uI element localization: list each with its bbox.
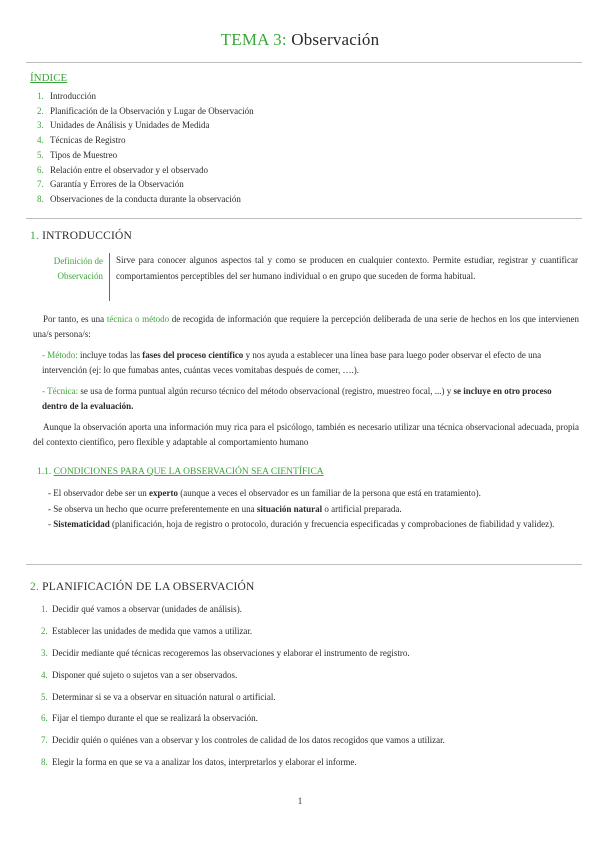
index-item [37,118,254,133]
list-text: Fijar el tiempo durante el que se realizará la observación. [52,713,258,724]
index-item [37,177,254,192]
list-text: Garantía y Errores de la Observación [50,179,184,190]
bullet-dash: - [42,350,45,360]
section-number: 1. [30,230,40,242]
index-item [37,104,254,119]
planning-item [41,668,445,690]
definition-label [36,254,103,284]
subsection-heading-condiciones [37,467,324,477]
list-number: 1. [37,91,44,101]
list-item: - Sistematicidad (planificación, hoja de registro o protocolo, duración y frecuencia especificadas y comprobaciones de fiabilidad y validez). [48,519,555,529]
text-run: o artificial preparada. [322,503,402,514]
section-title: PLANIFICACIÓN DE LA OBSERVACIÓN [42,581,255,593]
definition-bar [109,253,110,301]
text-run: incluye todas las [77,350,143,360]
list-number: 2. [41,625,48,636]
text-run: El observador debe ser un [53,488,149,498]
definition-label-line: Definición de [53,256,103,266]
list-number: 2. [37,105,44,116]
index-item [37,133,254,148]
list-text: Decidir quién o quiénes van a observar y los controles de calidad de los datos recogidos que vamos a utilizar. [52,735,445,746]
list-number: 7. [41,735,48,746]
text-highlight: técnica o método [106,314,170,324]
text-bold: situación natural [256,503,323,514]
text-run: Se observa un hecho que ocurre preferentemente en una [53,503,257,514]
planning-item [41,646,445,668]
page-number: 1 [297,796,303,806]
list-text: Determinar si se va a observar en situación natural o artificial. [52,691,276,702]
tema-label: TEMA 3: [220,30,287,49]
text-run: Por tanto, es una [43,314,107,324]
list-number: 3. [37,120,44,131]
section-heading-planificacion [30,581,255,593]
list-text: Planificación de la Observación y Lugar de Observación [50,105,254,116]
section-heading-introduccion [30,230,132,242]
list-number: 6. [41,713,48,724]
definition-text: Sirve para conocer algunos aspectos tal y como se producen en cualquier contexto. Permite estudiar, registrar y cuantificar comportamientos perceptibles del ser humano individual o en grupo que suceden de forma habitual. [116,255,578,281]
text-bold: fases del proceso científico [142,350,244,360]
text-run: (planificación, hoja de registro o protocolo, duración y frecuencia especificadas y comprobaciones de fiabilidad y validez). [109,519,555,529]
planning-item [41,711,445,733]
divider [26,62,582,63]
list-text: Observaciones de la conducta durante la observación [50,193,241,204]
list-item: - El observador debe ser un experto (aunque a veces el observador es un familiar de la persona que está en tratamiento). [48,488,481,498]
definition-label-line: Observación [57,271,103,281]
list-number: 8. [41,757,48,768]
text-bold: Sistematicidad [53,519,110,529]
list-text: Establecer las unidades de medida que vamos a utilizar. [52,625,253,636]
list-text: Tipos de Muestreo [50,149,118,160]
planning-item [41,624,445,646]
text-bold: experto [148,488,178,498]
list-item: - Se observa un hecho que ocurre preferentemente en una situación natural o artificial preparada. [48,503,402,514]
bullet-tecnica [42,384,579,414]
index-item [37,192,254,207]
bullet-metodo [42,348,579,378]
list-text: Introducción [50,91,96,101]
planning-item [41,602,445,624]
list-number: 4. [41,669,48,680]
list-number: 1. [41,604,48,614]
list-number: 6. [37,164,44,175]
divider [26,564,582,565]
index-item [37,148,254,163]
text-run: de recogida de información que requiere la percepción deliberada de una serie de hechos en los que intervienen una/s persona/s: [33,314,579,339]
subsection-number: 1.1. [37,467,52,477]
bullet-dash: - [42,386,45,396]
intro-paragraph-2: Aunque la observación aporta una información muy rica para el psicólogo, también es necesario utilizar una técnica observacional adecuada, propia del contexto científico, pero flexible y adaptable al comportamiento humano [33,422,579,447]
index-list [37,89,254,207]
index-title: ÍNDICE [30,72,68,84]
index-item [37,163,254,178]
list-text: Relación entre el observador y el observado [50,164,208,175]
intro-paragraph [33,312,579,342]
text-bold: se incluye en otro proceso dentro de la evaluación. [42,386,552,411]
list-text: Decidir mediante qué técnicas recogeremos las observaciones y elaborar el instrumento de registro. [52,647,410,658]
section-number: 2. [30,581,40,593]
section-title: INTRODUCCIÓN [42,230,133,242]
list-number: 5. [37,149,44,160]
planning-list [41,602,445,777]
list-number: 8. [37,193,44,204]
planning-item [41,733,445,755]
list-text: Decidir qué vamos a observar (unidades de análisis). [52,604,242,614]
list-text: Unidades de Análisis y Unidades de Medida [50,120,210,131]
text-run: se usa de forma puntual algún recurso técnico del método observacional (registro, muestreo focal, ...) y [78,386,454,396]
text-run: (aunque a veces el observador es un familiar de la persona que está en tratamiento). [177,488,481,498]
text-run: y nos ayuda a establecer una línea base para luego poder observar el efecto de una intervención (ej: lo que fumabas antes, cuántas veces vomitabas después de comer, ….). [42,350,542,375]
divider [26,218,582,219]
list-number: 5. [41,691,48,702]
bullet-label: Método: [47,350,78,360]
list-text: Disponer qué sujeto o sujetos van a ser observados. [52,669,238,680]
tema-title: Observación [291,30,380,49]
bullet-label: Técnica: [47,386,79,396]
list-text: Técnicas de Registro [50,135,126,146]
list-number: 3. [41,647,48,658]
planning-item [41,755,445,777]
planning-item [41,690,445,712]
subsection-title: CONDICIONES PARA QUE LA OBSERVACIÓN SEA CIENTÍFICA [53,467,324,477]
list-number: 7. [37,179,44,190]
page-title [0,30,600,50]
conditions-list [48,486,578,533]
list-number: 4. [37,135,44,146]
index-item [37,89,254,104]
list-text: Elegir la forma en que se va a analizar los datos, interpretarlos y elaborar el informe. [52,757,357,768]
